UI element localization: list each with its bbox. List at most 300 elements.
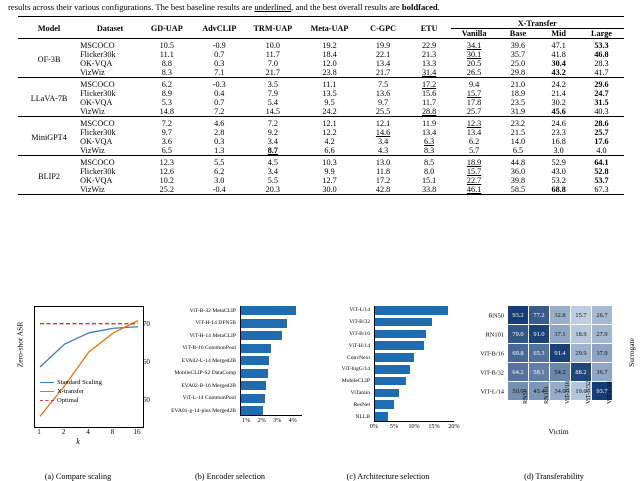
heatmap-cell: 26.7 [592,306,612,324]
table-row [18,89,624,98]
cell-method-0: 10.2 [159,176,174,185]
cell-xt-3: 24.7 [594,89,609,98]
heatmap-cell: 65.3 [529,344,549,362]
cell-xt-2: 47.1 [551,41,566,50]
heatmap-col-label: ViT-L/14 [605,381,613,404]
heatmap-cell: 69.8 [508,344,528,362]
cell-method-1: 0.3 [214,59,225,68]
bar-category-label: ConvNext [347,354,370,361]
cell-method-2: 7.2 [267,119,278,128]
cell-xt-3: 67.3 [594,185,609,194]
cell-method-2: 7.0 [267,59,278,68]
cell-method-5: 33.8 [421,185,437,194]
bar-category-label: MobileCLIP [341,378,370,385]
cell-method-3: 4.2 [324,137,335,146]
plot-area-a [34,306,144,428]
cell-method-1: 2.8 [214,128,225,137]
cell-xt-2: 24.2 [551,80,566,89]
row-model: MiniGPT4 [31,132,67,142]
figure-compare-scaling [4,300,152,481]
cell-method-5: 28.8 [421,107,437,116]
cell-xt-0: 46.1 [466,185,482,194]
cell-method-5: 17.2 [421,80,437,89]
cell-method-2: 20.3 [265,185,280,194]
cell-xt-2: 30.2 [551,98,566,107]
cell-method-1: 0.7 [214,50,225,59]
legend-swatch [40,391,54,392]
cell-xt-3: 41.7 [594,68,609,77]
cell-method-1: 6.2 [214,167,225,176]
x-axis [240,415,302,416]
cell-method-5: 13.3 [421,59,437,68]
cell-xt-2: 41.8 [551,50,566,59]
row-dataset: OK-VQA [80,176,113,185]
cell-method-3: 12.0 [322,59,337,68]
x-tick: 15% [428,422,440,430]
cell-method-4: 9.7 [377,98,389,107]
cell-xt-2: 16.8 [551,137,566,146]
heatmap-cell: 37.1 [550,325,570,343]
cell-xt-3: 29.6 [594,80,609,89]
cell-method-5: 22.9 [421,41,437,50]
cell-xt-1: 58.5 [510,185,526,194]
x-tick: 1% [242,417,251,424]
x-tick: 10% [408,422,420,430]
bar [374,330,426,339]
th-method-2: TRM-UAP [253,24,293,33]
bar [240,344,271,353]
bar-category-label: EVA01-g-14-plus Merged2B [171,407,236,414]
x-tick: 20% [448,422,460,430]
y-tick-a: 70 [142,320,150,329]
cell-xt-1: 39.8 [510,176,526,185]
axis-label-y-a: Zero-shot ASR [15,321,25,368]
cell-method-3: 18.4 [322,50,337,59]
plot-area-d [468,302,640,442]
figure-caption-d: (d) Transferability [524,472,584,481]
cell-xt-3: 17.6 [594,137,609,146]
cell-method-4: 12.1 [375,119,391,128]
bar-category-label: ViT-L-14 CommonPool [182,395,236,401]
bar-category-label: ResNet [353,401,370,408]
cell-method-0: 5.3 [161,98,172,107]
heatmap-cell: 79.0 [508,325,528,343]
cell-method-3: 23.8 [322,68,337,77]
th-method-3: Meta-UAP [310,24,349,33]
cell-xt-3: 40.3 [594,107,609,116]
x-tick-a: 8 [110,428,115,436]
cell-xt-0: 26.5 [466,68,482,77]
bar [374,400,394,409]
legend-swatch [40,400,54,401]
figure-encoder-selection [150,300,310,481]
row-dataset: MSCOCO [80,119,115,128]
legend-a [40,378,102,405]
heatmap-cell: 19.6 [571,382,591,400]
cell-xt-3: 28.3 [594,59,609,68]
cell-xt-1: 36.0 [510,167,526,176]
bar [240,306,296,315]
cell-method-0: 25.2 [159,185,174,194]
cell-method-0: 10.5 [159,41,174,50]
cell-xt-1: 18.9 [510,89,526,98]
cell-method-2: 3.5 [267,80,278,89]
cell-method-4: 17.2 [375,176,391,185]
cell-method-2: 9.2 [267,128,278,137]
cell-xt-3: 52.8 [594,167,609,176]
cell-method-5: 15.1 [421,176,437,185]
cell-method-5: 8.5 [423,158,435,167]
legend-item [40,396,102,405]
row-dataset: VizWiz [80,146,105,155]
plot-area-c [312,304,464,434]
heatmap-col-label: RN50 [521,389,529,404]
cell-xt-0: 13.4 [466,128,482,137]
table-caption: results across their various configurations. The best baseline results are underlined, and the best overall results are boldfaced. [8,2,440,12]
table-row [18,107,624,117]
cell-method-3: 19.2 [322,41,337,50]
cell-method-4: 3.4 [377,137,389,146]
heatmap-cell: 64.2 [508,363,528,381]
figure-architecture-selection [312,300,464,481]
cell-method-3: 9.5 [324,98,335,107]
heatmap-col-label: ViT-B/32 [584,380,592,404]
th-xt-0: Vanilla [461,29,487,38]
row-dataset: Flicker30k [80,50,116,59]
cell-method-4: 13.6 [375,89,391,98]
heatmap-cell: 91.4 [550,344,570,362]
cell-method-2: 3.4 [267,137,278,146]
heatmap-cell: 93.7 [592,382,612,400]
cell-method-1: -0.9 [212,41,226,50]
cell-xt-0: 34.1 [466,41,482,50]
bar-category-label: ViT-bigG/14 [341,366,370,373]
cell-method-1: -0.3 [212,80,226,89]
cell-xt-3: 53.3 [594,41,609,50]
row-dataset: VizWiz [80,68,105,77]
x-tick-a: 4 [86,428,90,436]
bar [374,341,424,350]
th-xt-3: Large [591,29,612,38]
cell-xt-0: 18.9 [466,158,482,167]
cell-xt-2: 43.2 [551,68,566,77]
y-axis [374,306,375,421]
cell-method-4: 19.9 [375,41,391,50]
th-method-1: AdvCLIP [202,24,237,33]
cell-xt-0: 15.7 [466,167,482,176]
heatmap-cell: 54.2 [550,363,570,381]
cell-xt-1: 6.5 [512,146,524,155]
cell-xt-2: 24.6 [551,119,566,128]
cell-method-1: 0.4 [214,89,225,98]
x-tick: 2% [257,417,266,424]
cell-method-1: -0.4 [212,185,226,194]
row-dataset: MSCOCO [80,41,115,50]
heatmap-y-label: Surrogate [626,337,636,367]
cell-method-0: 8.3 [161,68,172,77]
table-row [18,185,624,195]
row-dataset: MSCOCO [80,158,115,167]
heatmap-cell: 77.2 [529,306,549,324]
row-dataset: Flicker30k [80,89,116,98]
legend-label: Optimal [57,397,79,404]
th-model: Model [37,24,61,33]
cell-method-1: 0.7 [214,98,225,107]
table-row [18,137,624,146]
heatmap-cell: 58.1 [529,363,549,381]
row-dataset: VizWiz [80,107,105,116]
heatmap-row-label: ViT-B/32 [480,369,504,376]
cell-method-0: 14.8 [159,107,174,116]
y-tick-a: 60 [142,358,150,367]
cell-xt-0: 6.2 [468,137,480,146]
legend-label: Standard Scaling [57,379,102,386]
heatmap-row-label: RN101 [485,331,504,338]
bar-category-label: ViT-H-14 MetaCLIP [189,332,236,339]
bar [240,406,263,415]
cell-method-5: 11.7 [422,98,437,107]
table-row [18,158,624,167]
heatmap-cell: 36.7 [592,363,612,381]
cell-method-0: 8.9 [161,89,172,98]
cell-xt-0: 30.1 [466,50,482,59]
cell-method-2: 4.5 [267,158,278,167]
cell-method-5: 6.3 [423,137,435,146]
cell-xt-1: 21.5 [510,128,526,137]
th-xtransfer: X-Transfer [451,19,624,29]
figure-caption-b: (b) Encoder selection [194,472,266,481]
cell-xt-3: 25.7 [594,128,609,137]
cell-xt-0: 9.4 [468,80,480,89]
cell-method-2: 3.4 [267,167,278,176]
cell-xt-1: 21.0 [510,80,526,89]
x-tick: 3% [273,417,282,424]
cell-method-5: 15.6 [421,89,437,98]
bar-category-label: ViT-H/14 [348,342,370,349]
bar-category-label: ViT-B-16 CommonPool [182,345,236,351]
cell-xt-3: 46.8 [594,50,609,59]
bar [374,318,432,327]
bar [240,394,265,403]
cell-method-5: 11.9 [422,119,437,128]
x-tick-a: 2 [61,428,66,436]
bar-category-label: NLLB [355,413,370,420]
bar [240,319,287,328]
row-dataset: MSCOCO [80,80,115,89]
row-dataset: OK-VQA [80,59,113,68]
cell-xt-0: 12.3 [466,119,482,128]
cell-method-0: 12.6 [159,167,174,176]
row-model: LLaVA-7B [30,93,68,103]
cell-xt-3: 28.6 [594,119,609,128]
cell-xt-2: 53.2 [551,176,566,185]
axis-label-x-a: k [76,437,80,446]
cell-xt-0: 5.7 [468,146,480,155]
cell-method-1: 4.6 [214,119,225,128]
bar [374,365,410,374]
bar-category-label: ViT-H-14 DFN5B [195,320,236,326]
cell-xt-2: 43.0 [551,167,566,176]
table-row [18,59,624,68]
table-row [18,146,624,156]
th-method-5: ETU [420,24,438,33]
cell-method-3: 10.3 [322,158,337,167]
bar-category-label: EVA02-B-16 Merged2B [181,382,236,389]
cell-method-2: 10.0 [265,41,280,50]
cell-method-4: 11.8 [376,167,391,176]
heatmap-cell: 91.0 [529,325,549,343]
cell-method-4: 13.4 [375,59,391,68]
cell-xt-2: 23.3 [551,128,566,137]
cell-method-3: 30.0 [322,185,337,194]
bar [374,377,406,386]
row-dataset: Flicker30k [80,128,116,137]
cell-xt-3: 64.1 [594,158,609,167]
y-tick-a: 50 [142,396,150,405]
cell-xt-3: 31.5 [594,98,609,107]
th-method-4: C-GPC [370,24,397,33]
cell-method-2: 14.5 [265,107,280,116]
cell-method-0: 6.2 [161,80,172,89]
cell-xt-1: 14.0 [510,137,526,146]
row-dataset: Flicker30k [80,167,116,176]
cell-xt-1: 29.8 [510,68,526,77]
legend-swatch [40,382,54,383]
cell-xt-0: 17.8 [466,98,482,107]
bar-category-label: MobileCLIP-S2 DataComp [174,370,236,376]
x-tick-a: 16 [133,428,141,436]
x-tick: 0% [369,422,379,430]
cell-xt-1: 31.9 [510,107,526,116]
cell-method-1: 5.5 [214,158,225,167]
cell-xt-0: 20.5 [466,59,482,68]
cell-method-4: 13.0 [375,158,391,167]
cell-xt-1: 23.2 [510,119,526,128]
table-row [18,128,624,137]
bar-category-label: ViT-B-32 MetaCLIP [189,307,236,314]
cell-method-4: 25.5 [375,107,391,116]
cell-xt-1: 25.0 [510,59,526,68]
legend-item [40,378,102,387]
cell-method-3: 24.2 [322,107,337,116]
cell-method-2: 21.7 [265,68,280,77]
cell-method-3: 6.6 [324,146,335,155]
cell-method-3: 11.1 [322,80,337,89]
table-row [18,68,624,78]
cell-method-5: 21.3 [421,50,437,59]
cell-method-3: 12.7 [322,176,337,185]
cell-method-0: 11.1 [159,50,174,59]
table-row [18,41,624,50]
heatmap-cell: 34.0 [550,382,570,400]
cell-method-1: 1.3 [214,146,225,155]
cell-method-4: 4.3 [377,146,389,155]
heatmap-cell: 50.0 [508,382,528,400]
heatmap-cell: 88.2 [571,363,591,381]
row-dataset: VizWiz [80,185,105,194]
plot-area-b [150,304,310,434]
results-table [18,16,624,197]
cell-method-4: 14.6 [375,128,391,137]
x-tick-a: 1 [37,428,41,436]
heatmap-cell: 29.9 [571,344,591,362]
table-row [18,98,624,107]
heatmap-cell: 15.7 [571,306,591,324]
cell-method-1: 7.1 [214,68,225,77]
cell-method-2: 5.5 [267,176,278,185]
x-axis [374,421,454,422]
table-row [18,50,624,59]
figure-transferability [468,300,640,481]
heatmap-cell: 93.2 [508,306,528,324]
heatmap-cell: 37.9 [592,344,612,362]
cell-method-3: 12.1 [322,119,337,128]
row-dataset: OK-VQA [80,98,113,107]
heatmap-row-label: ViT-B/16 [480,350,504,357]
cell-xt-3: 4.0 [596,146,607,155]
table-row [18,80,624,89]
bar-category-label: ViT-B/16 [349,330,370,337]
cell-method-2: 5.4 [267,98,278,107]
bar [240,356,269,365]
cell-method-0: 12.3 [159,158,174,167]
cell-xt-2: 68.8 [551,185,566,194]
heatmap-row-label: RN50 [488,312,504,319]
cell-method-3: 12.2 [322,128,337,137]
row-dataset: OK-VQA [80,137,113,146]
heatmap-x-label: Victim [548,427,569,436]
cell-method-0: 6.5 [161,146,172,155]
cell-xt-1: 23.5 [510,98,526,107]
cell-method-2: 8.7 [267,146,278,155]
cell-method-1: 0.3 [214,137,225,146]
legend-item [40,387,102,396]
figure-caption-a: (a) Compare scaling [44,472,112,481]
bar-category-label: ViTamin [350,389,370,396]
cell-xt-3: 53.7 [594,176,609,185]
x-tick: 5% [389,422,399,430]
row-model: BLIP2 [38,171,60,181]
cell-method-3: 9.9 [324,167,335,176]
cell-xt-2: 52.9 [551,158,566,167]
heatmap-cell: 18.9 [571,325,591,343]
cell-method-4: 42.8 [375,185,391,194]
cell-xt-1: 35.7 [510,50,526,59]
cell-method-0: 8.8 [161,59,172,68]
legend-label: X-transfer [57,388,85,395]
heatmap-cell: 27.9 [592,325,612,343]
table-row [18,167,624,176]
bar-category-label: ViT-L/14 [349,307,370,314]
cell-method-0: 7.2 [161,119,172,128]
table-row [18,176,624,185]
bar [374,306,448,315]
cell-method-4: 7.5 [377,80,389,89]
bar [374,353,414,362]
bar [240,331,282,340]
th-dataset: Dataset [96,24,124,33]
cell-method-2: 11.7 [265,50,280,59]
cell-xt-2: 21.4 [551,89,566,98]
cell-xt-0: 25.7 [466,107,482,116]
cell-method-2: 7.9 [267,89,278,98]
table-row [18,119,624,128]
cell-method-3: 13.5 [322,89,337,98]
bar [240,381,266,390]
cell-method-0: 9.7 [161,128,172,137]
bar [374,389,399,398]
cell-method-0: 3.6 [161,137,172,146]
